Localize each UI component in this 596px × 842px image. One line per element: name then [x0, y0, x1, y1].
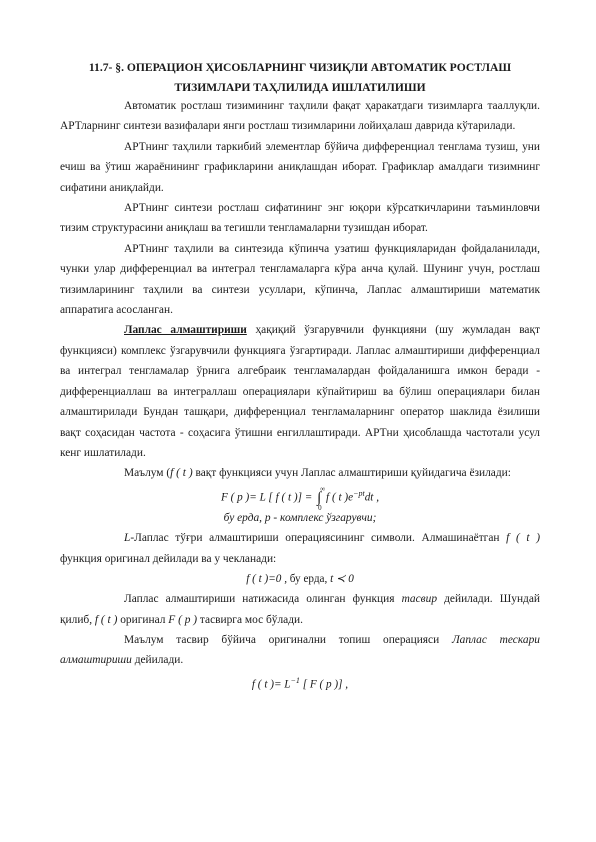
text-segment: Маълум тасвир бўйича оригинални топиш операцияси: [124, 633, 452, 646]
paragraph-image-definition: [60, 589, 540, 630]
text-segment: Маълум (: [124, 467, 171, 480]
paragraph-transfer-functions: АРТнинг таҳлили ва синтезида кўпинча узатиш функцияларидан фойдаланилади, чунки улар дифференциал ва интеграл тенгламаларга кўра анча қулай. Шунинг учун, ростлаш тизимларининг таҳлили ва синтези усуллари, кўпинча, Лаплас алмаштириши математик аппаратига асосланган.: [60, 242, 540, 317]
formula-exponent: −pt: [353, 488, 365, 498]
formula-condition-lhs: f ( t )=0 ,: [246, 573, 287, 586]
document-body: [60, 96, 540, 694]
symbol-L: L: [124, 532, 131, 545]
section-heading-line-1: 11.7- §. ОПЕРАЦИОН ҲИСОБЛАРНИНГ ЧИЗИҚЛИ АВТОМАТИК РОСТЛАШ: [88, 61, 512, 74]
function-F-p: F ( p ): [168, 613, 198, 626]
text-segment: оригинал: [117, 613, 169, 626]
formula-condition-text: бу ерда,: [287, 573, 331, 586]
text-segment: дейилади.: [131, 654, 184, 667]
integral-sign: ∫ ∞ 0: [317, 488, 321, 508]
term-image: тасвир: [401, 593, 438, 606]
text-segment: -Лаплас тўғри алмаштириши операциясининг символи. Алмашинаётган: [130, 532, 507, 545]
laplace-intro-text: ҳақиқий ўзгарувчили функцияни (шу жумладан вақт функцияси) комплекс ўзгарувчили функцияга ўзгартиради. Лаплас алмаштириши дифференциал ва интеграл тенгламалар ўрнига алгебраик тенгламалардан фойдаланишга имкон беради - дифференциаллаш ва интеграллаш операциялари кўпайтириш ва бўлиш операциялари билан алмаштирилади Бундан ташқари, дифференциал тенгламаларнинг оператор шаклида ёзилиши вақт соҳасидан частота - соҳаcига ўтишни енгиллаштиради. АРТни ҳисоблашда частотали усул кенг ишлатилади.: [60, 324, 540, 459]
function-f-t: f ( t ): [170, 467, 193, 480]
formula-differential: dt ,: [364, 491, 379, 504]
text-segment: Лаплас алмаштириши натижасида олинган функция: [124, 593, 402, 606]
formula-inverse-exponent: −1: [290, 675, 300, 685]
integral-lower-limit: 0: [318, 503, 322, 512]
text-segment: дейилади. Шундай қилиб,: [60, 593, 540, 626]
formula-inverse-laplace: [60, 671, 540, 695]
term-inverse-laplace: Лаплас тескари алмаштириши: [60, 633, 540, 667]
formula-original-condition: [60, 569, 540, 589]
formula-inverse-rhs: [ F ( p )] ,: [299, 678, 349, 691]
paragraph-laplace-intro: [60, 320, 540, 463]
paragraph-inverse-laplace: [60, 630, 540, 671]
formula-laplace-transform: [60, 484, 540, 512]
integral-upper-limit: ∞: [320, 484, 326, 493]
formula-lhs: F ( p )= L [ f ( t )] =: [221, 491, 316, 504]
section-heading-line-2: ТИЗИМЛАРИ ТАҲЛИЛИДА ИШЛАТИЛИШИ: [174, 81, 426, 94]
function-f-t: f ( t ): [94, 613, 118, 626]
formula-inverse-lhs: f ( t )= L: [251, 678, 291, 691]
formula-note: бу ерда, р - комплекс ўзгарувчи;: [223, 511, 377, 524]
laplace-term: Лаплас алмаштириши: [124, 324, 247, 337]
paragraph-analysis-definition: АРТнинг таҳлили таркибий элементлар бўйича дифференциал тенглама тузиш, уни ечиш ва ўтиш жараёнининг графикларини аниқлашдан иборат. Графиклар амалдаги тизимнинг сифатини аниқлайди.: [60, 140, 540, 194]
text-segment: функция оригинал дейилади ва у чекланади:: [60, 552, 277, 565]
formula-integrand: f ( t )e: [323, 491, 354, 504]
paragraph-laplace-definition: [60, 463, 540, 483]
formula-condition-rhs: t ≺ 0: [330, 573, 354, 586]
function-f-t: f ( t ): [506, 532, 540, 545]
paragraph-analysis-scope: Автоматик ростлаш тизимининг таҳлили фақат ҳаракатдаги тизимларга тааллуқли. АРТларнинг синтези вазифалари янги ростлаш тизимларини лойиҳалаш даврида кўтарилади.: [60, 100, 540, 133]
paragraph-synthesis-definition: АРТнинг синтези ростлаш сифатининг энг юқори кўрсаткичларини таъминловчи тизим структурасини аниқлаш ва тегишли тенгламаларни тузишдан иборат.: [60, 202, 540, 235]
section-heading: [60, 58, 540, 98]
text-segment: вақт функцияси учун Лаплас алмаштириши қуйидагича ёзилади:: [192, 467, 511, 480]
text-segment: тасвирга мос бўлади.: [197, 613, 303, 626]
paragraph-laplace-symbol: [60, 528, 540, 569]
